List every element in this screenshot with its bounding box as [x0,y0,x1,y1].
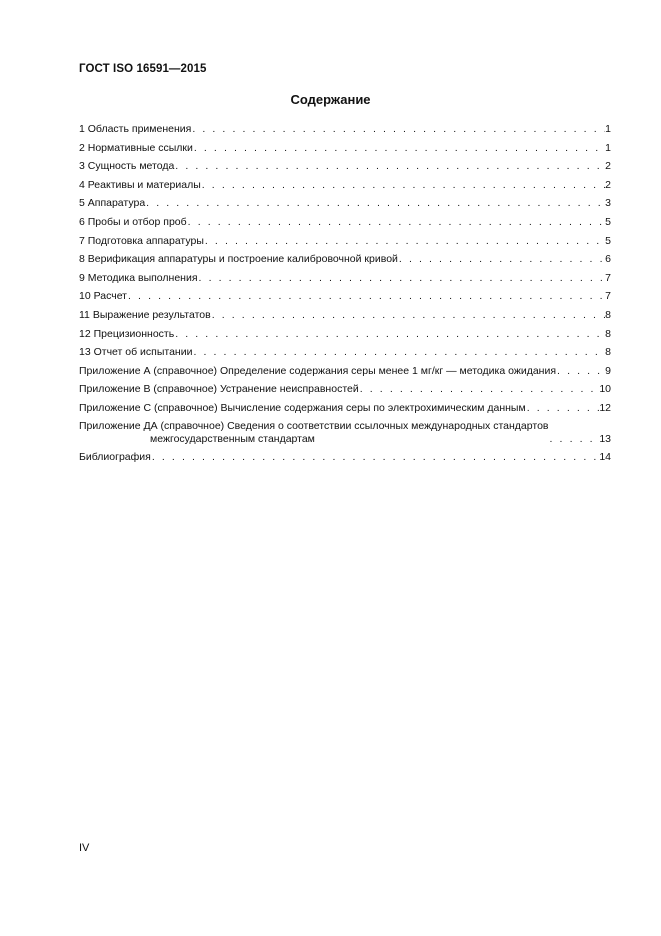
toc-leader-dots [549,433,600,446]
toc-item-page: 5 [605,215,611,228]
toc-item-label: 10 Расчет [79,290,127,303]
toc-item[interactable] [79,176,611,195]
toc-item[interactable] [79,232,611,251]
toc-item-label-line2: межгосударственным стандартам [150,432,315,445]
toc-item[interactable] [79,139,611,158]
toc-item-page: 9 [605,364,611,377]
toc-item-label: 1 Область применения [79,123,192,135]
toc-item[interactable] [79,399,611,418]
toc-item[interactable] [79,448,611,467]
toc-item-label: 3 Сущность метода [79,160,175,173]
toc-item-page: 12 [599,401,611,414]
toc-leader-dots [211,306,605,325]
toc-leader-dots [191,120,605,139]
toc-item-page: 8 [605,327,611,340]
toc-item-label: 12 Прецизионность [79,327,175,340]
toc-leader-dots [193,139,605,158]
toc-item-label: Приложение С (справочное) Вычисление содержания серы по электрохимическим данным [79,401,526,414]
toc-leader-dots [198,269,606,288]
toc-leader-dots [145,194,605,213]
toc-leader-dots [174,325,605,344]
toc-leader-dots [187,213,606,232]
toc-item-label: 5 Аппаратура [79,197,146,210]
toc-item[interactable] [79,343,611,362]
toc-item-page: 2 [605,178,611,191]
toc-item[interactable] [79,120,611,139]
toc-item-label: 11 Выражение результатов [79,308,211,321]
toc-item-page: 7 [605,290,611,303]
toc-item-page: 1 [605,123,611,135]
toc-leader-dots [174,157,605,176]
toc-item-page: 8 [605,308,611,321]
toc-leader-dots [151,448,599,467]
toc-item-label: Приложение В (справочное) Устранение неисправностей [79,383,359,396]
toc-item[interactable] [79,325,611,344]
toc-leader-dots [556,362,605,381]
page-number: IV [79,842,90,854]
document-code: ГОСТ ISO 16591—2015 [79,63,207,75]
toc-item-page: 7 [605,271,611,284]
toc-item[interactable] [79,213,611,232]
toc-item-page: 14 [599,450,611,463]
toc-item-page: 3 [605,197,611,210]
toc-item-page: 6 [605,253,611,266]
toc-item-label: 7 Подготовка аппаратуры [79,234,204,247]
toc-item[interactable] [79,287,611,306]
toc-item[interactable] [79,194,611,213]
toc-item-label: 4 Реактивы и материалы [79,178,201,191]
toc-item-label: Приложение А (справочное) Определение содержания серы менее 1 мг/кг — методика ожидания [79,364,557,377]
toc-item[interactable] [79,269,611,288]
toc-leader-dots [359,380,600,399]
toc-item-label: 2 Нормативные ссылки [79,141,193,154]
toc-leader-dots [201,176,605,195]
toc-item-label: Библиография [79,450,151,463]
toc-leader-dots [192,343,605,362]
toc-item[interactable] [79,250,611,269]
toc-item[interactable] [79,418,611,448]
page-title: Содержание [290,92,371,107]
toc-item-page: 1 [605,141,611,154]
toc-item-label: 8 Верификация аппаратуры и построение калибровочной кривой [79,253,398,266]
toc-item-label [79,420,549,446]
toc-item[interactable] [79,157,611,176]
toc-leader-dots [398,250,605,269]
toc-item-label-line1: Приложение ДА (справочное) Сведения о соответствии ссылочных международных стандартов [79,419,549,432]
toc-item-page: 2 [605,160,611,173]
toc-item[interactable] [79,306,611,325]
toc-item-label: 9 Методика выполнения [79,271,198,284]
toc-item-page: 5 [605,234,611,247]
toc-item-page: 10 [599,383,611,396]
toc-item-label: 6 Пробы и отбор проб [79,215,187,228]
toc-item-page: 8 [605,346,611,359]
toc-item[interactable] [79,380,611,399]
toc-item[interactable] [79,362,611,381]
toc-item-label: 13 Отчет об испытании [79,346,193,359]
toc-leader-dots [127,287,605,306]
toc-leader-dots [204,232,605,251]
table-of-contents [79,120,611,466]
toc-item-page: 13 [599,432,611,445]
toc-leader-dots [526,399,600,418]
